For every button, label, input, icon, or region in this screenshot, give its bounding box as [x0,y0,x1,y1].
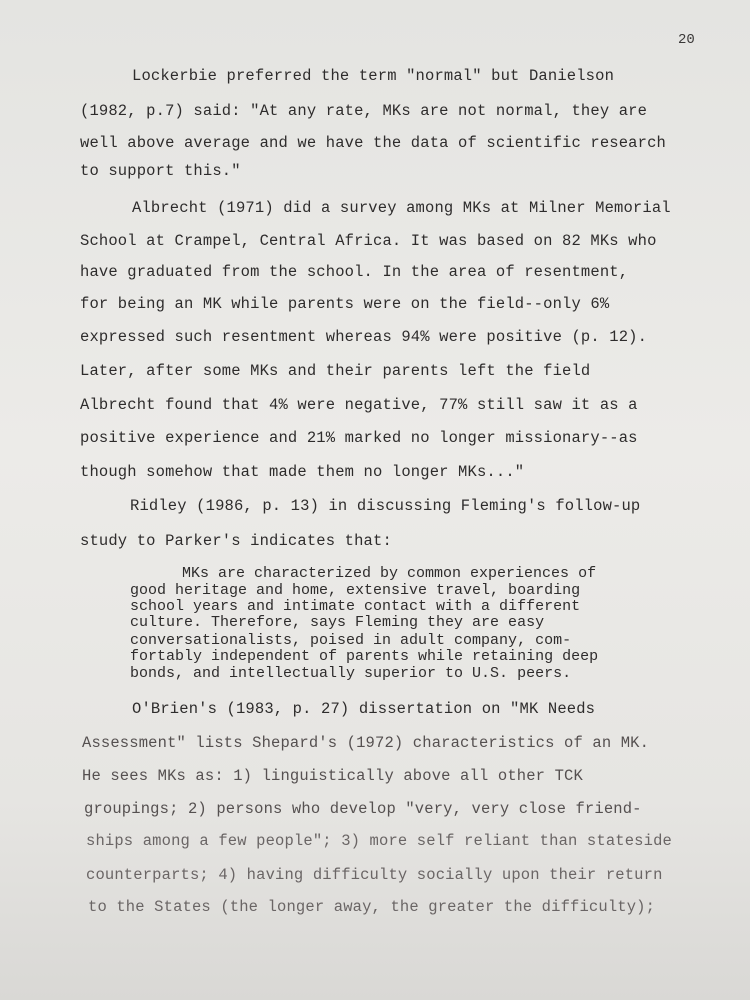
text-line: for being an MK while parents were on the field--only 6% [80,295,610,313]
quote-line: bonds, and intellectually superior to U.S. peers. [130,665,572,682]
text-line: O'Brien's (1983, p. 27) dissertation on "MK Needs [132,700,596,718]
text-line: have graduated from the school. In the area of resentment, [80,263,629,281]
quote-line: MKs are characterized by common experiences of [182,565,597,582]
text-line: counterparts; 4) having difficulty socially upon their return [86,866,663,884]
quote-line: conversationalists, poised in adult company, com- [130,632,572,649]
quote-line: good heritage and home, extensive travel, boarding [130,582,581,599]
text-line: positive experience and 21% marked no longer missionary--as [80,429,638,447]
text-line: Later, after some MKs and their parents left the field [80,362,591,380]
text-line: (1982, p.7) said: "At any rate, MKs are not normal, they are [80,102,648,120]
text-line: study to Parker's indicates that: [80,532,392,550]
text-line: School at Crampel, Central Africa. It was based on 82 MKs who [80,232,657,250]
text-line: Albrecht found that 4% were negative, 77% still saw it as a [80,396,638,414]
text-line: Assessment" lists Shepard's (1972) characteristics of an MK. [82,734,650,752]
text-line: Albrecht (1971) did a survey among MKs at Milner Memorial [132,199,671,217]
page-number: 20 [678,32,695,48]
text-line: to the States (the longer away, the greater the difficulty); [88,898,656,916]
text-line: well above average and we have the data of scientific research [80,134,666,152]
quote-line: culture. Therefore, says Fleming they are easy [130,614,545,631]
quote-line: fortably independent of parents while retaining deep [130,648,599,665]
text-line: expressed such resentment whereas 94% were positive (p. 12). [80,328,648,346]
text-line: to support this." [80,162,241,180]
text-line: though somehow that made them no longer MKs..." [80,463,525,481]
text-line: groupings; 2) persons who develop "very, very close friend- [84,800,642,818]
text-line: Lockerbie preferred the term "normal" but Danielson [132,67,615,85]
quote-line: school years and intimate contact with a different [130,598,581,615]
text-line: He sees MKs as: 1) linguistically above all other TCK [82,767,583,785]
text-line: Ridley (1986, p. 13) in discussing Fleming's follow-up [130,497,641,515]
text-line: ships among a few people"; 3) more self reliant than stateside [86,832,672,850]
